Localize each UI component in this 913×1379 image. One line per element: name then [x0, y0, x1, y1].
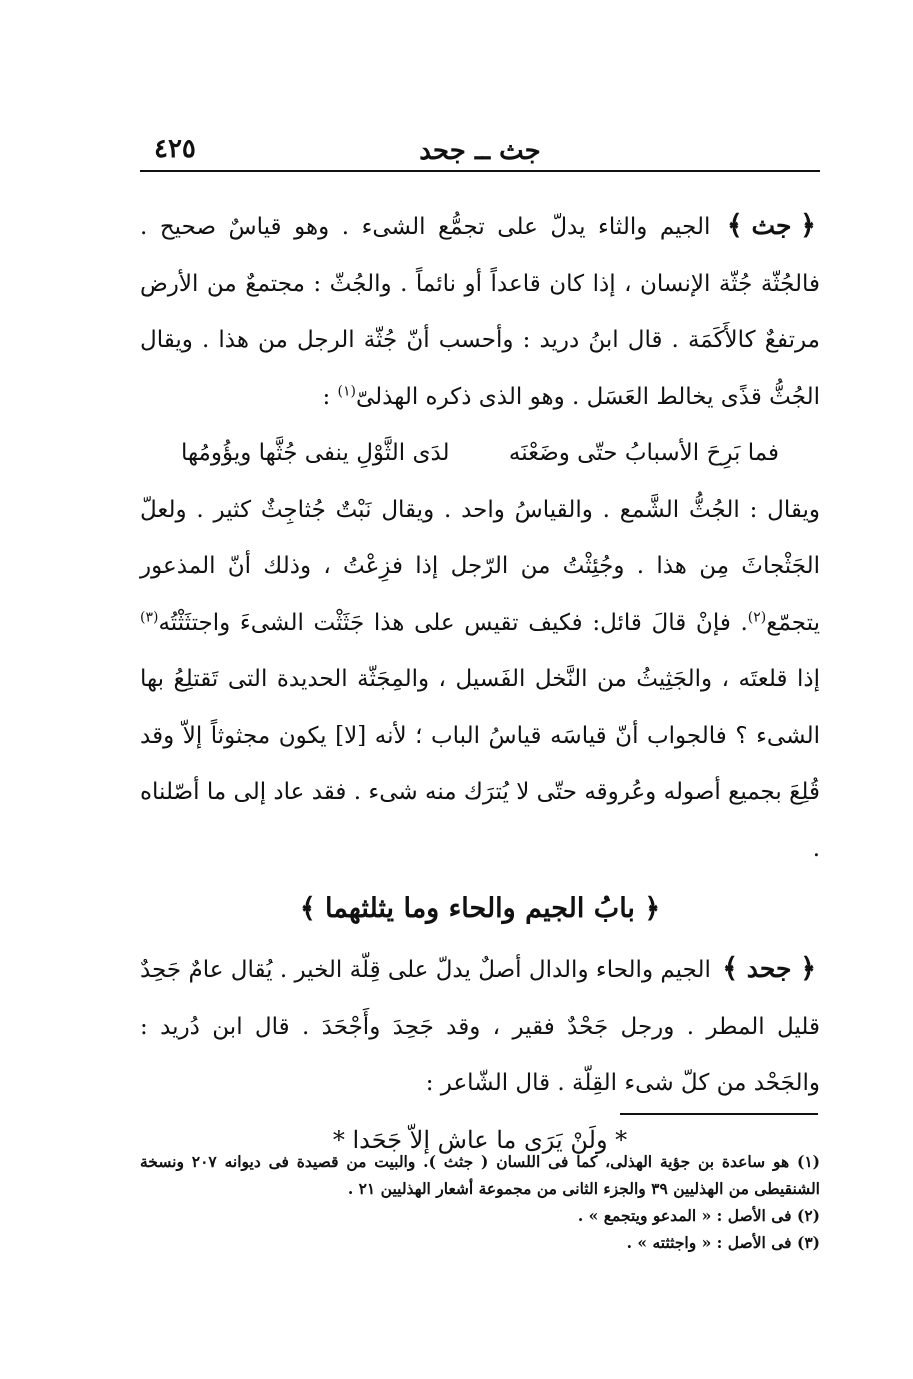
entry-text: ويقال : الجُثُّ الشَّمع . والقياسُ واحد . ويقال نَبْتٌ جُثاجِثٌ كثير . ولعلّ الجَثْجاثَ مِن هذا . وجُئِثْتُ من الرّجل إذا فزِعْتُ ، وذلك أنّ المذعور يتجمّع: [140, 496, 820, 636]
entry-text: . فإنْ قالَ قائل: فكيف تقيس على هذا جَثَثْت الشىءَ واجتثَثْتُه: [158, 609, 748, 636]
footnote-marker-3[interactable]: (٣): [140, 608, 159, 625]
entry-jth-paragraph: [140, 198, 820, 425]
footnote-text: فى الأصل : « واجثثته » .: [626, 1233, 792, 1252]
footnote-number: (٣): [796, 1233, 820, 1252]
entry-jth-continued: [140, 482, 820, 878]
header-divider: [140, 170, 820, 172]
poem-verse-single: * ولَنْ يَرَى ما عاش إلاّ جَحَدا *: [332, 1125, 628, 1154]
headword-text: جحد: [746, 954, 792, 983]
footnote-3: [140, 1229, 820, 1256]
headword-bracket-open: ﴿: [800, 953, 817, 984]
entry-text: الجيم والحاء والدال أصلٌ يدلّ على قِلّة الخير . يُقال عامٌ جَحِدٌ قليل المطر . ورجل جَحْدٌ فقير ، وقد جَحِدَ وأَجْحَدَ . قال ابن دُريد : والجَحْد من كلّ شىء القِلّة . قال الشّاعر :: [140, 957, 820, 1096]
main-text: [140, 198, 820, 1168]
headword-bracket-close: ﴾: [722, 953, 739, 984]
footnote-text: فى الأصل : « المدعو ويتجمع » .: [577, 1206, 792, 1225]
entry-headword-jth: [723, 198, 820, 255]
footnote-divider: [620, 1113, 818, 1115]
poem-verse: [140, 425, 820, 482]
headword-text: جث: [751, 211, 792, 240]
footnote-number: (٢): [796, 1206, 820, 1225]
footnote-marker-1[interactable]: (١): [337, 382, 356, 399]
footnote-2: [140, 1202, 820, 1229]
footnote-1: [140, 1148, 820, 1202]
running-title: جث ــ جحد: [419, 136, 541, 166]
verse-first-hemistich: فما بَرِحَ الأسبابُ حتّى وضَعْنَه: [508, 440, 780, 466]
entry-jhd-paragraph: [140, 941, 820, 1112]
entry-text: :: [322, 383, 338, 410]
footnote-text: هو ساعدة بن جؤية الهذلى، كما فى اللسان ( جثث ). والبيت من قصيدة فى ديوانه ٢٠٧ ونسخة الشنقيطى من الهذليين ٣٩ والجزء الثانى من مجموعة أشعار الهذليين ٢١ .: [140, 1152, 820, 1198]
footnote-marker-2[interactable]: (٢): [747, 608, 767, 625]
entry-text: الجيم والثاء يدلّ على تجمُّع الشىء . وهو قياسٌ صحيح . فالجُثّة جُثّة الإنسان ، إذا كان قاعداً أو نائماً . والجُثّ : مجتمعٌ من الأرض مرتفعٌ كالأَكَمَة . قال ابنُ دريد : وأحسب أنّ جُثّة الرجل من هذا . ويقال الجُثُّ قذًى يخالط العَسَل . وهو الذى ذكره الهذلىّ: [140, 214, 820, 410]
entry-headword-jhd: [718, 941, 820, 998]
page-header: [140, 122, 820, 166]
footnotes: [140, 1148, 820, 1256]
footnote-number: (١): [796, 1152, 820, 1171]
page-number: ٤٢٥: [154, 134, 196, 164]
verse-second-hemistich: لدَى الثَّوْلِ ينفى جُثَّها ويؤُومُها: [180, 440, 450, 466]
chapter-heading: ﴿ بابُ الجيم والحاء وما يثلثهما ﴾: [299, 893, 661, 924]
headword-bracket-close: ﴾: [726, 210, 743, 241]
headword-bracket-open: ﴿: [800, 210, 816, 241]
entry-text: إذا قلعتَه ، والجَثِيثُ من النَّخل الفَسيل ، والمِجَثّة الحديدة التى تَقتلِعُ بها الشىء ؟ فالجواب أنّ قياسَه قياسُ الباب ؛ لأنه [لا] يكون مجثوثاً إلاّ وقد قُلِعَ بجميع أصوله وعُروقه حتّى لا يُترَك منه شىء . فقد عاد إلى ما أصّلناه .: [140, 666, 820, 862]
